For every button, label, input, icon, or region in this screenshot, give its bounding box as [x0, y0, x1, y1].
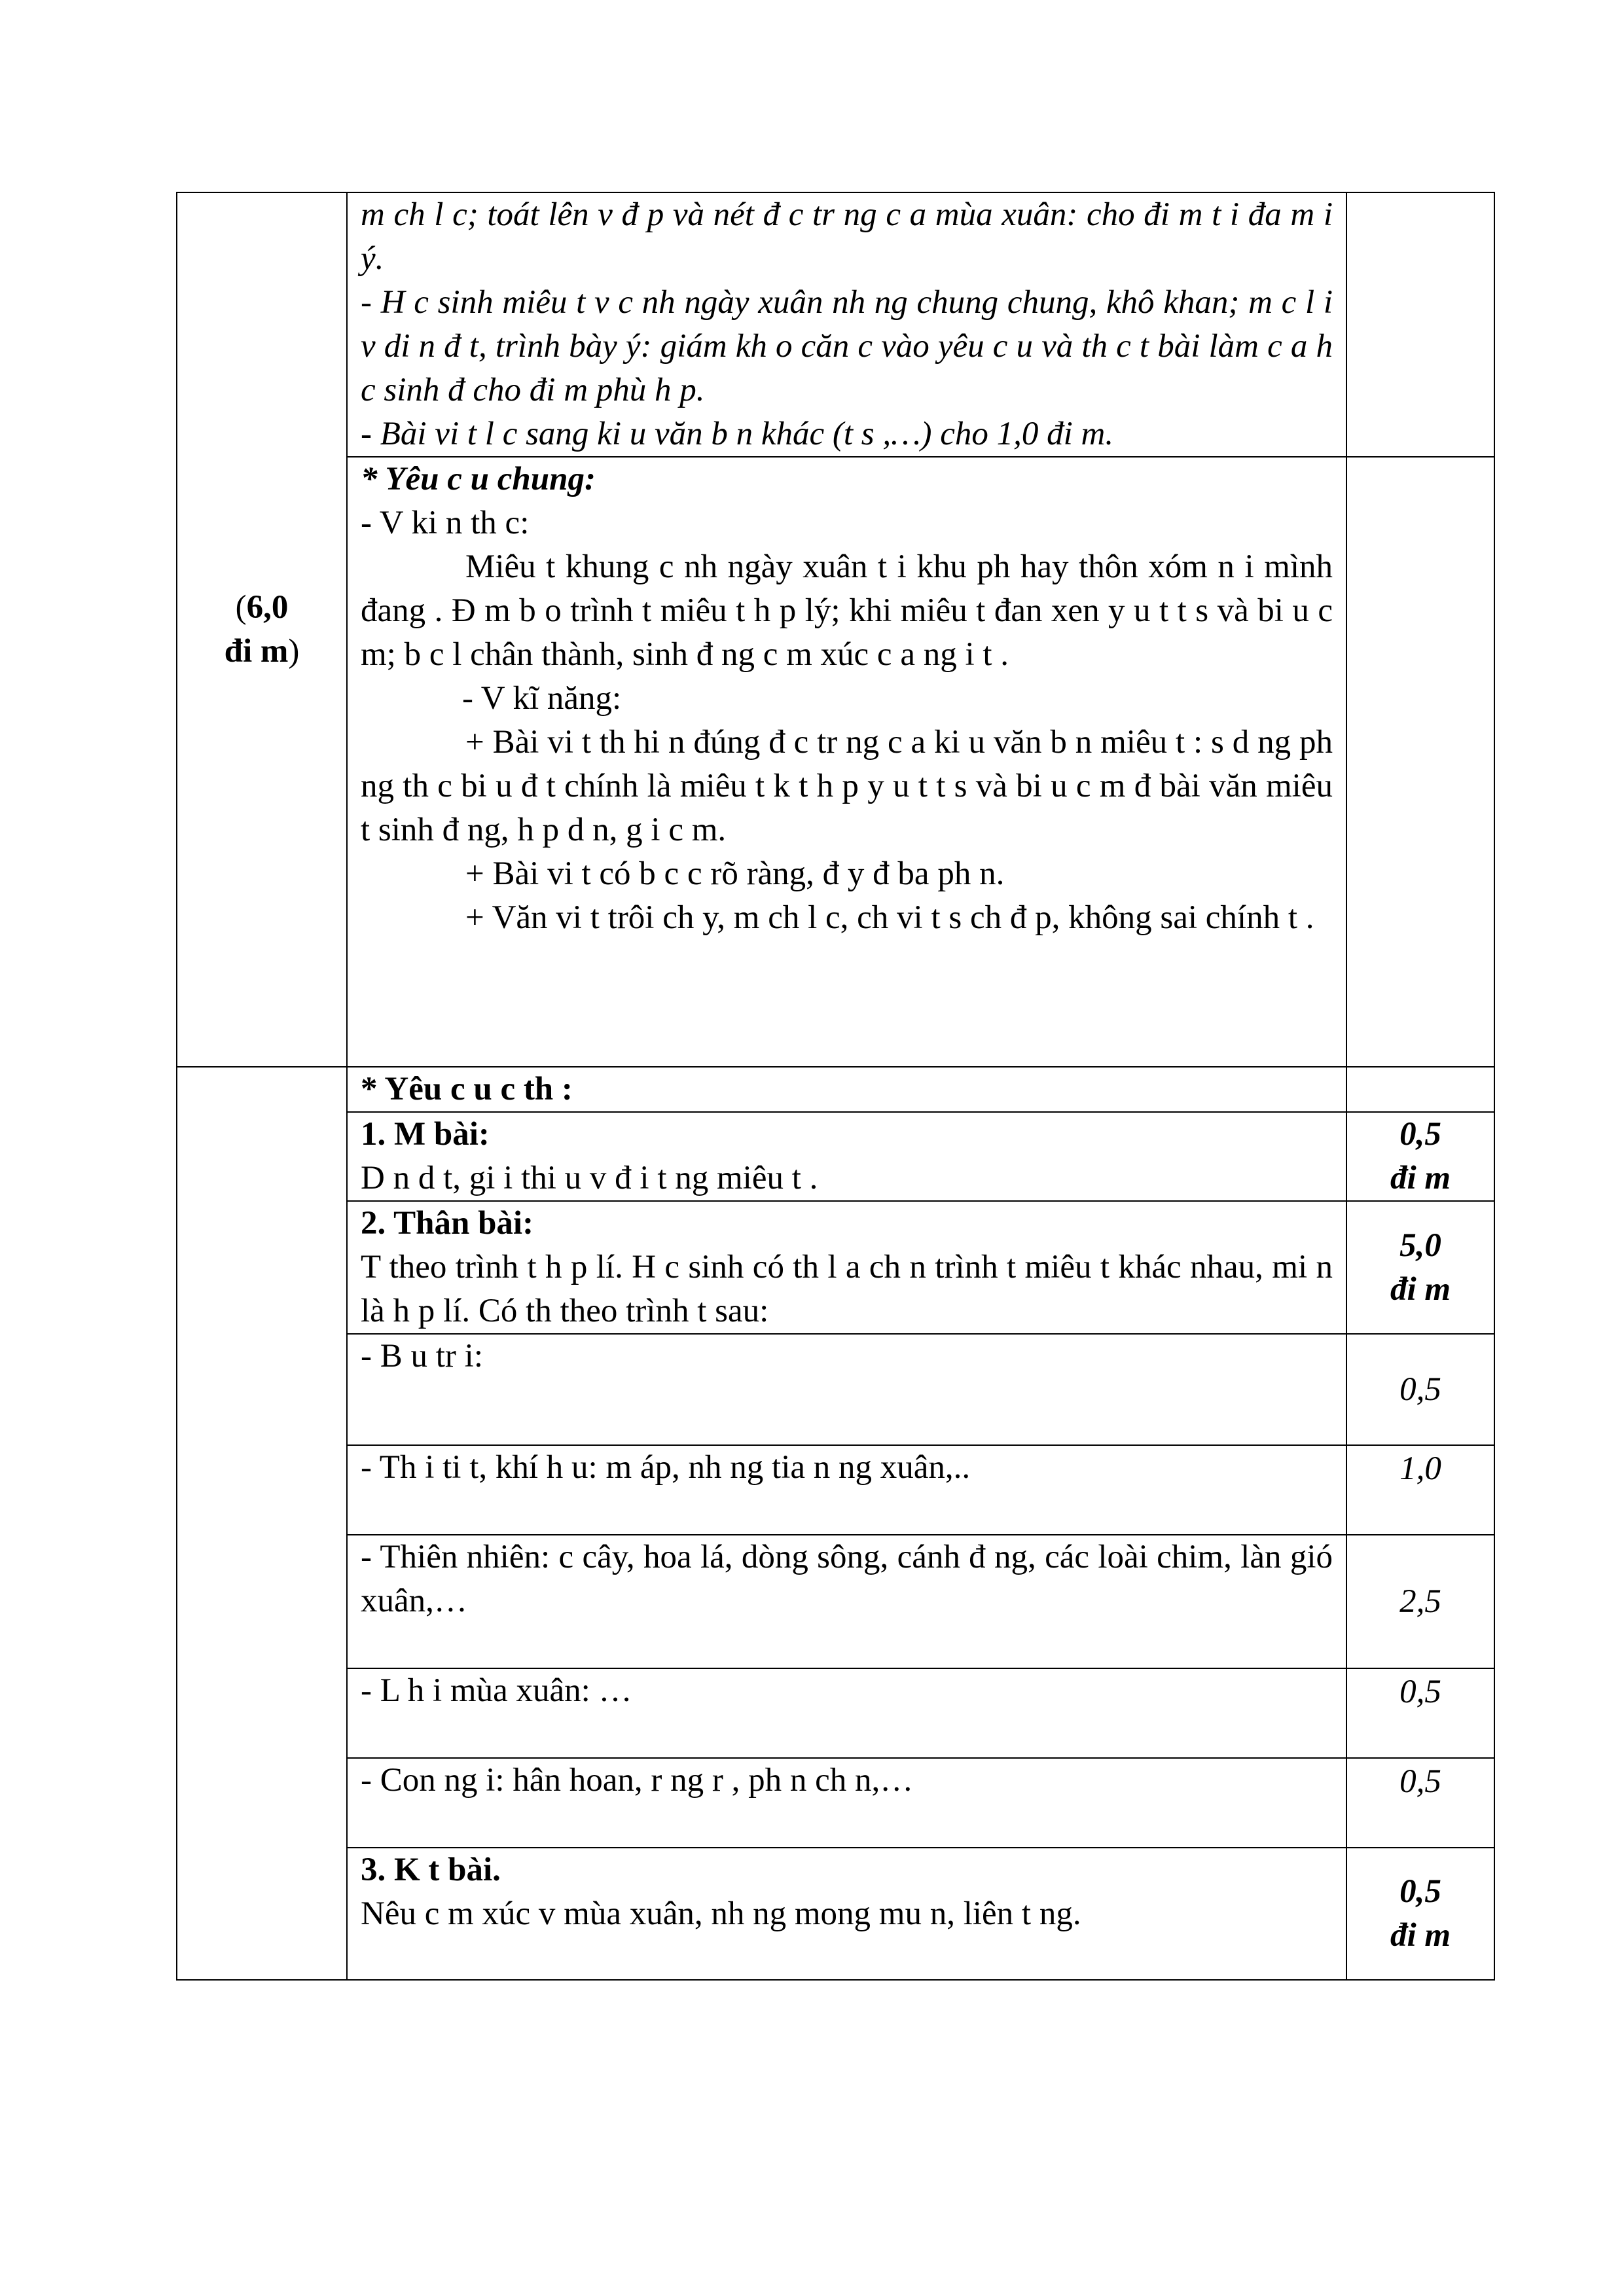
scoring-guide-cell [347, 192, 1346, 457]
sub-item-text: - Con ng i: hân hoan, r ng r , ph n ch n,… [361, 1762, 914, 1799]
body-score: 5,0 [1399, 1227, 1441, 1264]
sub-item-score: 0,5 [1399, 1674, 1441, 1710]
body-score-unit: đi m [1390, 1270, 1451, 1308]
sub-item-score: 0,5 [1399, 1371, 1441, 1408]
section-score: 6,0 [246, 589, 289, 626]
sub-item-cell [347, 1535, 1346, 1668]
scoring-guide-line: - Bài vi t l c sang ki u văn b n khác (t s ,…) cho 1,0 đi m. [361, 416, 1114, 452]
paren-open: ( [235, 589, 247, 626]
skill-item: + Văn vi t trôi ch y, m ch l c, ch vi t s ch đ p, không sai chính t . [465, 899, 1314, 936]
knowledge-label: - V ki n th c: [361, 505, 530, 541]
sub-item-cell [347, 1334, 1346, 1445]
sub-item-score-cell [1346, 1334, 1494, 1445]
general-requirements-cell [347, 457, 1346, 1067]
conclusion-score-cell [1346, 1848, 1494, 1980]
empty-left-cell [177, 1067, 347, 1980]
intro-title: 1. M bài: [361, 1116, 490, 1153]
sub-item-cell [347, 1445, 1346, 1535]
skills-label: - V kĩ năng: [462, 680, 622, 717]
specific-heading: * Yêu c u c th : [361, 1071, 573, 1107]
sub-item-score-cell [1346, 1758, 1494, 1848]
intro-cell [347, 1112, 1346, 1201]
sub-item-text: - B u tr i: [361, 1338, 483, 1374]
table-row [177, 1848, 1494, 1980]
intro-text: D n d t, gi i thi u v đ i t ng miêu t . [361, 1160, 818, 1196]
table-row [177, 1668, 1494, 1758]
table-row [177, 457, 1494, 1067]
sub-item-cell [347, 1668, 1346, 1758]
sub-item-text: - L h i mùa xuân: … [361, 1672, 632, 1709]
body-title: 2. Thân bài: [361, 1205, 534, 1242]
conclusion-title: 3. K t bài. [361, 1852, 501, 1888]
sub-item-score: 2,5 [1399, 1583, 1441, 1620]
empty-score-cell [1346, 457, 1494, 1067]
sub-item-text: - Thiên nhiên: c cây, hoa lá, dòng sông, cánh đ ng, các loài chim, làn gió xuân,… [361, 1539, 1333, 1619]
sub-item-score: 0,5 [1399, 1763, 1441, 1800]
intro-score-cell [1346, 1112, 1494, 1201]
conclusion-score: 0,5 [1399, 1873, 1441, 1910]
body-score-cell [1346, 1201, 1494, 1334]
grading-table [176, 192, 1495, 1981]
knowledge-text: Miêu t khung c nh ngày xuân t i khu ph hay thôn xóm n i mình đang . Đ m b o trình t miêu t h p lý; khi miêu t đan xen y u t t s và bi u c m; b c l chân thành, sinh đ ng c m xúc c a ng i t . [361, 548, 1333, 673]
section-score-unit: đi m [224, 633, 289, 670]
sub-item-score-cell [1346, 1668, 1494, 1758]
body-text: T theo trình t h p lí. H c sinh có th l a ch n trình t miêu t khác nhau, mi n là h p lí. Có th theo trình t sau: [361, 1249, 1333, 1329]
skill-item: + Bài vi t có b c c rõ ràng, đ y đ ba ph n. [465, 855, 1005, 892]
sub-item-text: - Th i ti t, khí h u: m áp, nh ng tia n ng xuân,.. [361, 1449, 971, 1486]
table-row [177, 1334, 1494, 1445]
scoring-guide-line: m ch l c; toát lên v đ p và nét đ c tr ng c a mùa xuân: cho đi m t i đa m i ý. [361, 196, 1333, 277]
empty-score-cell [1346, 1067, 1494, 1112]
conclusion-text: Nêu c m xúc v mùa xuân, nh ng mong mu n, liên t ng. [361, 1895, 1081, 1932]
table-row [177, 1112, 1494, 1201]
specific-heading-cell [347, 1067, 1346, 1112]
conclusion-score-unit: đi m [1390, 1917, 1451, 1954]
general-heading: * Yêu c u chung: [361, 461, 596, 497]
table-row [177, 192, 1494, 457]
section-score-cell [177, 192, 347, 1067]
empty-score-cell [1346, 192, 1494, 457]
sub-item-score-cell [1346, 1445, 1494, 1535]
sub-item-score-cell [1346, 1535, 1494, 1668]
table-row [177, 1445, 1494, 1535]
intro-score-unit: đi m [1390, 1160, 1451, 1196]
paren-close: ) [288, 633, 300, 670]
conclusion-cell [347, 1848, 1346, 1980]
table-row [177, 1535, 1494, 1668]
table-row [177, 1201, 1494, 1334]
sub-item-score: 1,0 [1399, 1450, 1441, 1487]
sub-item-cell [347, 1758, 1346, 1848]
table-row [177, 1067, 1494, 1112]
skill-item: + Bài vi t th hi n đúng đ c tr ng c a ki u văn b n miêu t : s d ng ph ng th c bi u đ t chính là miêu t k t h p y u t t s và bi u c m đ bài văn miêu t sinh đ ng, h p d n, g i c m. [361, 724, 1333, 848]
intro-score: 0,5 [1399, 1116, 1441, 1153]
table-row [177, 1758, 1494, 1848]
scoring-guide-line: - H c sinh miêu t v c nh ngày xuân nh ng chung chung, khô khan; m c l i v di n đ t, trình bày ý: giám kh o căn c vào yêu c u và th c t bài làm c a h c sinh đ cho đi m phù h p. [361, 284, 1333, 408]
body-cell [347, 1201, 1346, 1334]
